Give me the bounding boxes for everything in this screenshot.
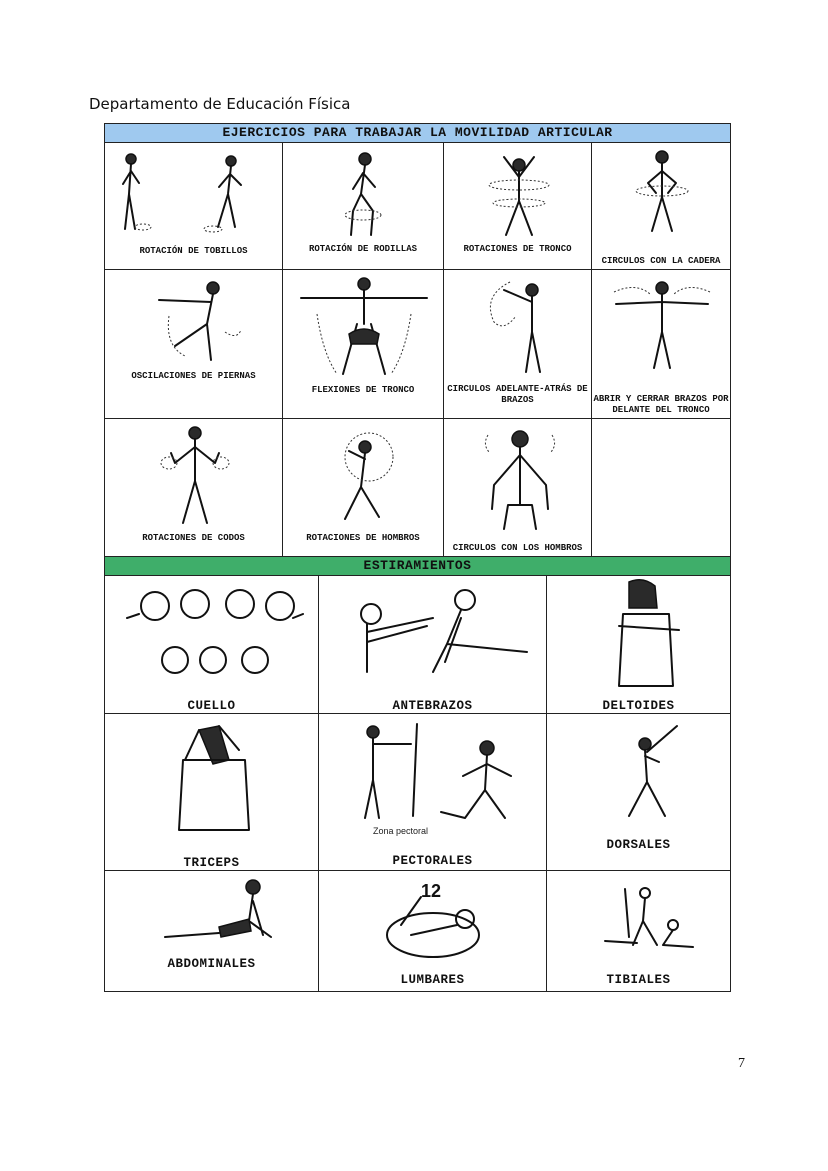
stretch-cell [105,871,319,992]
stretch-label: CUELLO [187,699,236,713]
stretch-cell [547,576,731,714]
stretch-label: TRICEPS [183,856,240,870]
stretch-label: ABDOMINALES [167,957,256,971]
stretch-label: PECTORALES [392,854,473,868]
stretch-cell [105,576,319,714]
exercise-cell [283,143,444,270]
stretch-label: ANTEBRAZOS [392,699,473,713]
exercise-cell [105,419,283,557]
stretch-cell [547,714,731,871]
movilidad-table [104,123,731,557]
lumbar-number: 12 [421,881,442,901]
trunk-rotation-figure [474,149,564,241]
exercise-label: ROTACIONES DE HOMBROS [306,533,420,543]
stretch-cell [319,714,547,871]
exercise-label: OSCILACIONES DE PIERNAS [131,371,256,381]
stretch-cell [319,871,547,992]
abdominal-stretch-figure [159,875,279,951]
knee-rotation-figure [323,149,403,241]
trunk-flexion-figure [297,274,431,384]
exercise-cell [105,270,283,419]
exercise-cell [105,143,283,270]
tibial-stretch-figure [597,885,707,955]
deltoid-stretch-figure [599,578,687,690]
dorsal-stretch-figure [603,722,693,820]
page-header: Departamento de Educación Física [89,95,351,113]
exercise-cell [592,270,731,419]
exercise-cell [283,419,444,557]
page-number: 7 [738,1056,745,1071]
exercise-label: ROTACIÓN DE RODILLAS [308,244,418,254]
movilidad-title: EJERCICIOS PARA TRABAJAR LA MOVILIDAD ARTICULAR [105,124,731,143]
arm-circles-figure [474,276,564,376]
stretch-label: DELTOIDES [602,699,675,713]
exercise-label: ROTACIÓN DE TOBILLOS [139,246,248,256]
stretch-label: DORSALES [606,838,671,852]
open-close-arms-figure [610,276,714,372]
exercise-cell [444,419,592,557]
stretch-cell [319,576,547,714]
exercise-cell [444,270,592,419]
hip-circles-figure [622,147,702,235]
exercise-label: CIRCULOS CON LA CADERA [601,256,721,266]
exercise-cell [283,270,444,419]
triceps-stretch-figure [169,720,259,840]
exercise-label: ROTACIONES DE CODOS [142,533,245,543]
shoulder-rotation-figure [319,427,409,527]
estiramientos-title: ESTIRAMIENTOS [105,557,731,576]
estiramientos-table [104,556,731,992]
stretch-cell [547,871,731,992]
neck-stretch-figure [125,584,305,680]
exercise-cell-empty [592,419,731,557]
stretch-cell [105,714,319,871]
zona-pectoral-caption: Zona pectoral [373,826,429,836]
exercise-label: FLEXIONES DE TRONCO [311,385,415,395]
exercise-label: ABRIR Y CERRAR BRAZOS POR DELANTE DEL TRONCO [593,394,729,415]
forearm-stretch-figure [337,582,537,686]
pectoral-stretch-figure [345,720,535,838]
shoulder-circles-figure [478,425,562,533]
exercise-cell [592,143,731,270]
ankle-rotation-figure [113,149,273,237]
stretch-label: LUMBARES [400,973,465,987]
lumbar-stretch-figure [381,875,491,963]
exercise-label: ROTACIONES DE TRONCO [463,244,572,254]
exercise-label: CIRCULOS ADELANTE-ATRÁS DE BRAZOS [447,384,588,405]
exercise-label: CIRCULOS CON LOS HOMBROS [452,543,583,553]
leg-swing-figure [145,276,245,368]
exercise-cell [444,143,592,270]
elbow-rotation-figure [145,423,245,527]
stretch-label: TIBIALES [606,973,671,987]
